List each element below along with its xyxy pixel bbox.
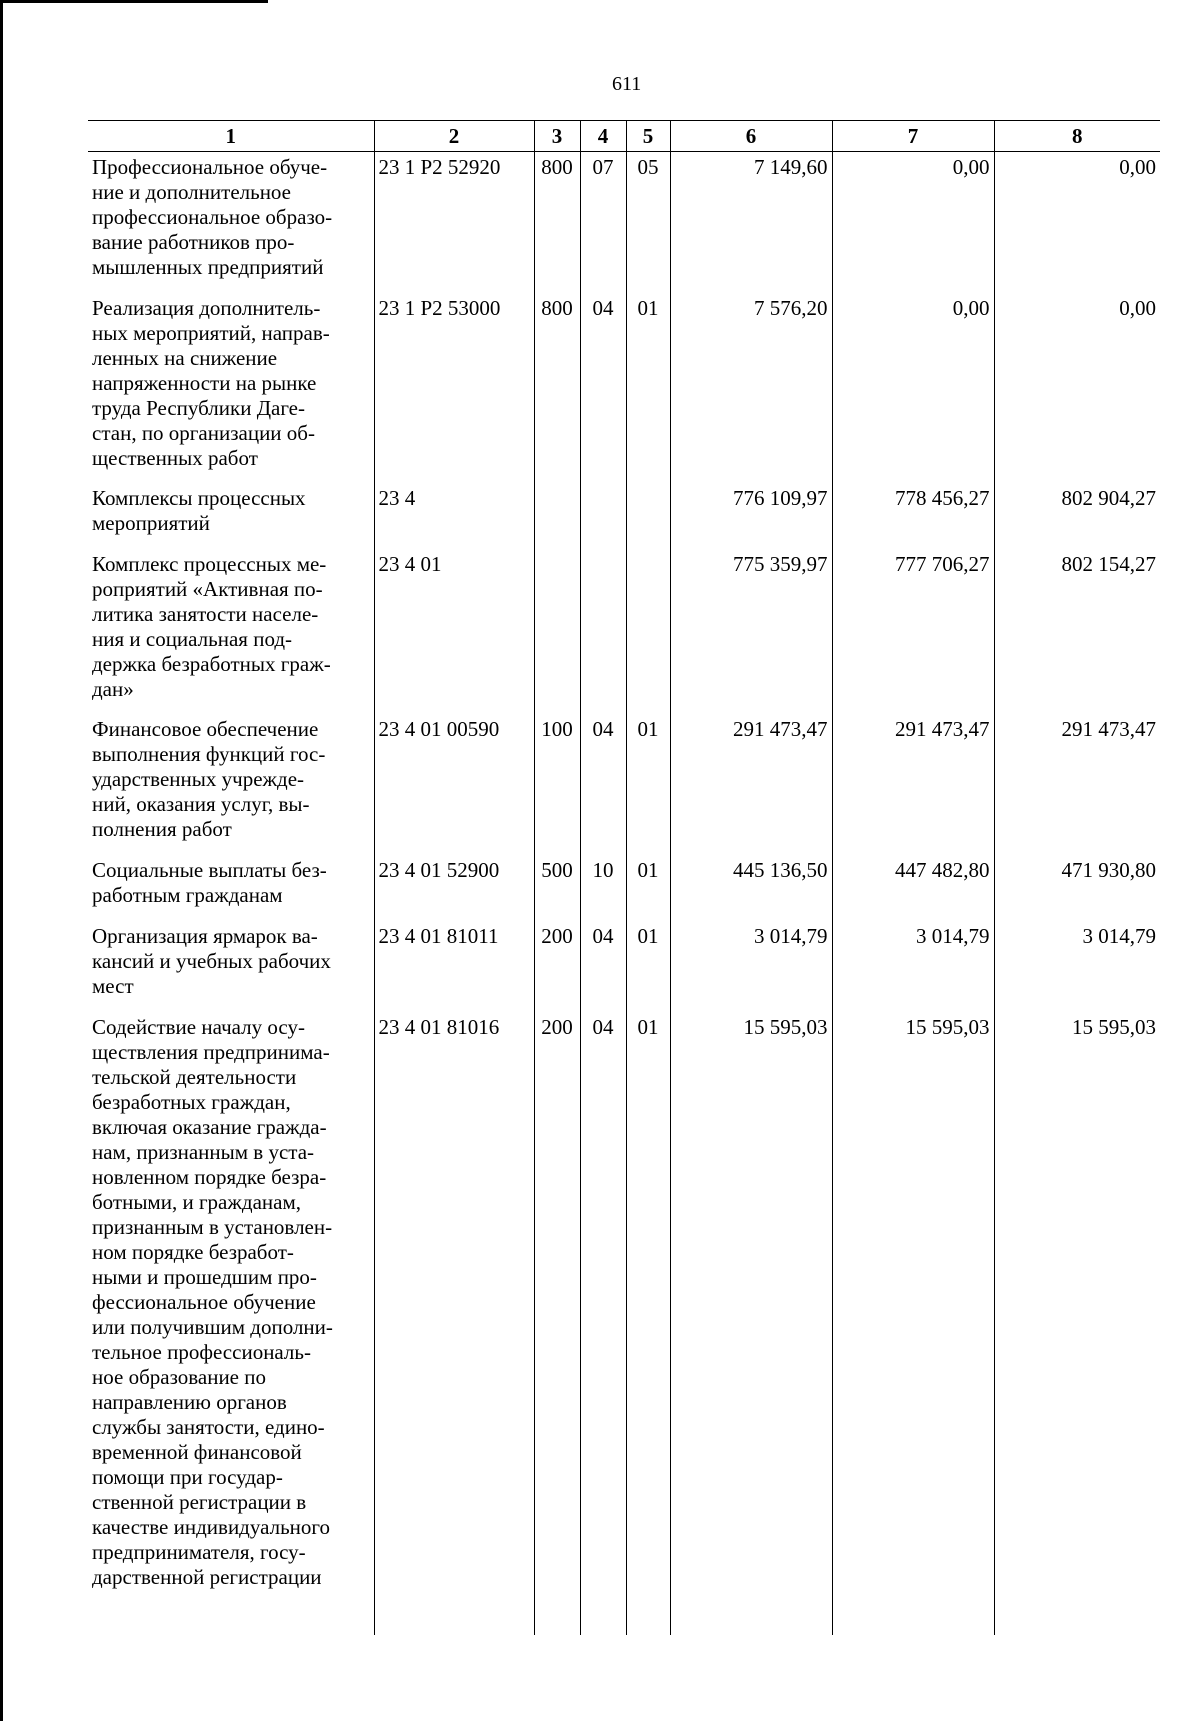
row-value-8: 802 904,27 (994, 483, 1160, 549)
row-value-6: 291 473,47 (670, 714, 832, 855)
table-row (88, 152, 1160, 294)
row-name: Комплекс процессных ме- роприятий «Активная по- литика занятости населе- ния и социальная под- держка безработных граж- дан» (92, 552, 331, 701)
row-value-7: 15 595,03 (832, 1012, 994, 1635)
budget-table (88, 120, 1160, 1635)
row-col3: 500 (534, 855, 580, 921)
row-name: Организация ярмарок ва- кансий и учебных рабочих мест (92, 924, 331, 998)
column-header: 2 (374, 121, 534, 152)
row-value-6: 775 359,97 (670, 549, 832, 714)
row-value-6: 15 595,03 (670, 1012, 832, 1635)
row-value-7: 0,00 (832, 152, 994, 294)
row-col4: 04 (580, 921, 626, 1012)
row-value-8: 471 930,80 (994, 855, 1160, 921)
row-code: 23 1 Р2 52920 (374, 152, 534, 294)
table-row (88, 714, 1160, 855)
row-name: Социальные выплаты без- работным гражданам (92, 858, 327, 907)
page-number: 611 (612, 73, 642, 95)
column-header: 1 (88, 121, 374, 152)
table-row (88, 921, 1160, 1012)
row-code: 23 4 01 52900 (374, 855, 534, 921)
row-col4: 10 (580, 855, 626, 921)
row-col3: 100 (534, 714, 580, 855)
row-value-6: 7 149,60 (670, 152, 832, 294)
row-name: Реализация дополнитель- ных мероприятий, направ- ленных на снижение напряженности на рынке труда Республики Даге- стан, по организации об- щественных работ (92, 296, 330, 470)
row-value-7: 777 706,27 (832, 549, 994, 714)
row-col3: 800 (534, 293, 580, 483)
row-col3 (534, 549, 580, 714)
scan-border-top (0, 0, 268, 3)
table-header-row (88, 121, 1160, 152)
row-name: Комплексы процессных мероприятий (92, 486, 306, 535)
row-name: Финансовое обеспечение выполнения функций гос- ударственных учрежде- ний, оказания услуг, вы- полнения работ (92, 717, 326, 841)
row-col4: 04 (580, 293, 626, 483)
row-col4 (580, 483, 626, 549)
row-value-6: 3 014,79 (670, 921, 832, 1012)
row-code: 23 1 Р2 53000 (374, 293, 534, 483)
scan-border-left (0, 0, 3, 1721)
row-col3: 200 (534, 921, 580, 1012)
row-col4: 04 (580, 1012, 626, 1635)
column-header: 5 (626, 121, 670, 152)
row-value-6: 445 136,50 (670, 855, 832, 921)
row-value-8: 3 014,79 (994, 921, 1160, 1012)
row-col5: 01 (626, 714, 670, 855)
column-header: 3 (534, 121, 580, 152)
row-value-6: 7 576,20 (670, 293, 832, 483)
row-value-7: 3 014,79 (832, 921, 994, 1012)
table-row (88, 549, 1160, 714)
row-col5: 05 (626, 152, 670, 294)
row-value-8: 15 595,03 (994, 1012, 1160, 1635)
row-value-8: 0,00 (994, 293, 1160, 483)
row-col3 (534, 483, 580, 549)
row-value-7: 0,00 (832, 293, 994, 483)
row-col5 (626, 549, 670, 714)
row-code: 23 4 01 81011 (374, 921, 534, 1012)
column-header: 4 (580, 121, 626, 152)
row-col5: 01 (626, 1012, 670, 1635)
row-col5: 01 (626, 921, 670, 1012)
row-name: Профессиональное обуче- ние и дополнительное профессиональное образо- вание работников про- мышленных предприятий (92, 155, 333, 279)
row-col3: 200 (534, 1012, 580, 1635)
row-code: 23 4 01 00590 (374, 714, 534, 855)
row-value-8: 0,00 (994, 152, 1160, 294)
row-value-7: 778 456,27 (832, 483, 994, 549)
row-value-8: 291 473,47 (994, 714, 1160, 855)
table-row (88, 1012, 1160, 1635)
row-col4 (580, 549, 626, 714)
row-value-6: 776 109,97 (670, 483, 832, 549)
row-code: 23 4 (374, 483, 534, 549)
row-value-7: 447 482,80 (832, 855, 994, 921)
row-code: 23 4 01 (374, 549, 534, 714)
row-col5: 01 (626, 855, 670, 921)
table-row (88, 855, 1160, 921)
column-header: 7 (832, 121, 994, 152)
row-col3: 800 (534, 152, 580, 294)
row-name: Содействие началу осу- ществления предпринима- тельской деятельности безработных граждан, включая оказание гражда- нам, признанным в уста- новленном порядке безра- ботными, и гражданам, признанным в установлен- ном порядке безработ- ными и прошедшим про- фессиональное обучение или получившим дополни- тельное профессиональ- ное образование по направлению органов службы занятости, едино- временной финансовой помощи при государ- ственной регистрации в качестве индивидуального предпринимателя, госу- дарственной регистрации (92, 1015, 333, 1589)
row-col5: 01 (626, 293, 670, 483)
table-row (88, 293, 1160, 483)
row-col5 (626, 483, 670, 549)
row-value-7: 291 473,47 (832, 714, 994, 855)
column-header: 8 (994, 121, 1160, 152)
row-code: 23 4 01 81016 (374, 1012, 534, 1635)
table-row (88, 483, 1160, 549)
row-col4: 04 (580, 714, 626, 855)
row-col4: 07 (580, 152, 626, 294)
column-header: 6 (670, 121, 832, 152)
row-value-8: 802 154,27 (994, 549, 1160, 714)
